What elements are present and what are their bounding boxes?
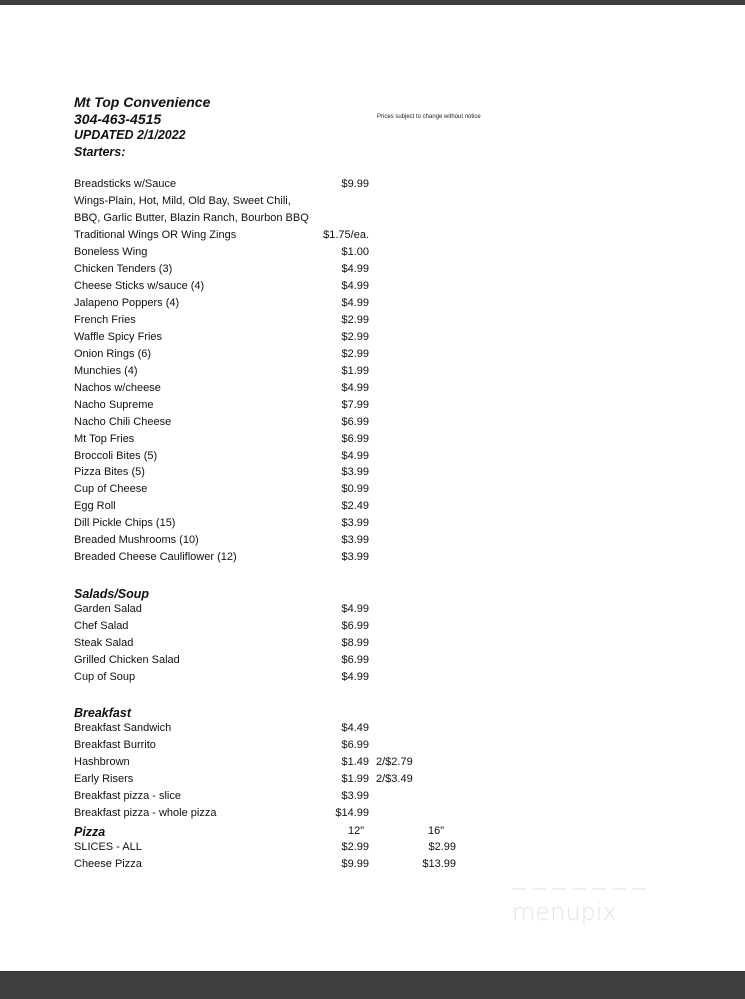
item-price: $6.99 [341,415,369,428]
watermark-decoration [512,888,652,890]
item-price: $2.99 [341,347,369,360]
item-price: $1.49 [341,755,369,768]
menu-item-row [74,481,494,498]
item-name: Wings-Plain, Hot, Mild, Old Bay, Sweet Chili, [74,194,291,207]
item-name: Traditional Wings OR Wing Zings [74,228,237,241]
item-name: Steak Salad [74,636,134,649]
item-price: $2.99 [341,330,369,343]
menu-item-row [74,549,494,566]
pizza-size-12-header: 12" [348,825,365,837]
item-price: $2.49 [341,500,369,513]
item-price: $1.99 [341,364,369,377]
menu-item-row [74,652,494,669]
item-price: $14.99 [335,806,369,819]
item-name: Breakfast pizza - slice [74,789,181,802]
menu-item-row [74,346,494,363]
menu-header [74,94,210,160]
item-price: $4.99 [341,279,369,292]
item-deal: 2/$3.49 [376,772,413,785]
menu-item-row [74,720,494,737]
pizza-size-16-header: 16" [428,825,445,837]
menu-item-row [74,464,494,481]
item-name: Munchies (4) [74,364,138,377]
item-name: Cheese Sticks w/sauce (4) [74,279,205,292]
item-name: Nachos w/cheese [74,381,161,394]
item-price: $3.99 [341,551,369,564]
item-price: $4.99 [341,381,369,394]
menu-item-row [74,363,494,380]
item-price-16: $2.99 [428,841,456,853]
item-name: Garden Salad [74,603,142,615]
item-price: $7.99 [341,398,369,411]
item-name: Mt Top Fries [74,432,135,445]
item-name: Cheese Pizza [74,857,142,870]
top-bar [0,0,745,5]
price-notice: Prices subject to change without notice [377,114,481,120]
item-price: $3.99 [341,789,369,802]
item-name: Dill Pickle Chips (15) [74,517,176,530]
item-price: $4.49 [341,722,369,734]
menu-item-row [74,278,494,295]
item-price: $1.75/ea. [323,228,369,241]
item-name: Broccoli Bites (5) [74,449,158,462]
menu-item-row [74,193,494,210]
item-name: Waffle Spicy Fries [74,330,163,343]
item-name: Cup of Soup [74,670,136,683]
menu-item-row [74,618,494,635]
menu-item-row [74,295,494,312]
menu-item-row [74,176,494,193]
section-title-breakfast: Breakfast [74,706,131,720]
item-price: $3.99 [341,517,369,530]
menu-item-row [74,414,494,431]
menu-item-row [74,788,494,805]
menu-item-row [74,312,494,329]
item-name: Pizza Bites (5) [74,466,145,479]
menu-item-row [74,261,494,278]
menu-item-row [74,244,494,261]
item-price-16: $13.99 [422,857,456,870]
item-name: Breadsticks w/Sauce [74,178,177,190]
item-price: $6.99 [341,619,369,632]
menupix-watermark: menupix [512,898,617,926]
item-name: Jalapeno Poppers (4) [74,296,180,309]
item-price-12: $2.99 [341,841,369,853]
item-price: $1.99 [341,772,369,785]
item-price: $3.99 [341,534,369,547]
item-name: Breakfast pizza - whole pizza [74,806,217,819]
item-name: Hashbrown [74,755,130,768]
item-name: Cup of Cheese [74,483,148,496]
menu-item-row [74,601,494,618]
menu-item-row [74,754,494,771]
menu-item-row [74,532,494,549]
item-price: $4.99 [341,449,369,462]
item-price: $8.99 [341,636,369,649]
section-title-starters: Starters: [74,144,126,159]
menu-item-row [74,839,494,856]
section-title-pizza: Pizza [74,825,106,839]
item-price: $6.99 [341,738,369,751]
item-name: Egg Roll [74,500,116,513]
menu-item-row [74,329,494,346]
item-name: BBQ, Garlic Butter, Blazin Ranch, Bourbon BBQ [74,211,309,224]
section-title-salads: Salads/Soup [74,587,150,601]
menu-item-row [74,771,494,788]
item-price: $1.00 [341,245,369,258]
business-name: Mt Top Convenience [74,94,211,110]
menu-item-row [74,737,494,754]
item-price: $3.99 [341,466,369,479]
item-name: Breakfast Burrito [74,738,156,751]
item-price: $4.99 [341,603,369,615]
menu-item-row [74,397,494,414]
menu-item-row [74,210,494,227]
item-name: SLICES - ALL [74,841,142,853]
item-price: $4.99 [341,262,369,275]
item-name: Early Risers [74,772,134,785]
item-name: Nacho Chili Cheese [74,415,172,428]
menu-item-row [74,515,494,532]
item-name: Breaded Mushrooms (10) [74,534,199,547]
item-price-12: $9.99 [341,857,369,870]
menu-item-row [74,380,494,397]
bottom-bar [0,971,745,999]
item-price: $0.99 [341,483,369,496]
item-name: Chef Salad [74,619,129,632]
item-price: $4.99 [341,670,369,683]
item-price: $6.99 [341,432,369,445]
menu-item-row [74,856,494,873]
menu-item-row [74,431,494,448]
item-name: Nacho Supreme [74,398,154,411]
item-name: Breakfast Sandwich [74,722,172,734]
item-price: $4.99 [341,296,369,309]
item-deal: 2/$2.79 [376,755,413,768]
menu-item-row [74,227,494,244]
item-name: Breaded Cheese Cauliflower (12) [74,551,237,564]
item-name: Grilled Chicken Salad [74,653,180,666]
menu-item-row [74,635,494,652]
item-name: French Fries [74,313,136,326]
menu-item-row [74,498,494,515]
menu-item-row [74,448,494,465]
item-price: $6.99 [341,653,369,666]
item-price: $9.99 [341,178,369,190]
item-price: $2.99 [341,313,369,326]
updated-date: UPDATED 2/1/2022 [74,128,186,142]
item-name: Chicken Tenders (3) [74,262,173,275]
phone-number: 304-463-4515 [74,110,162,127]
menu-item-row [74,669,494,686]
item-name: Onion Rings (6) [74,347,152,360]
item-name: Boneless Wing [74,245,148,258]
menu-item-row [74,805,494,822]
